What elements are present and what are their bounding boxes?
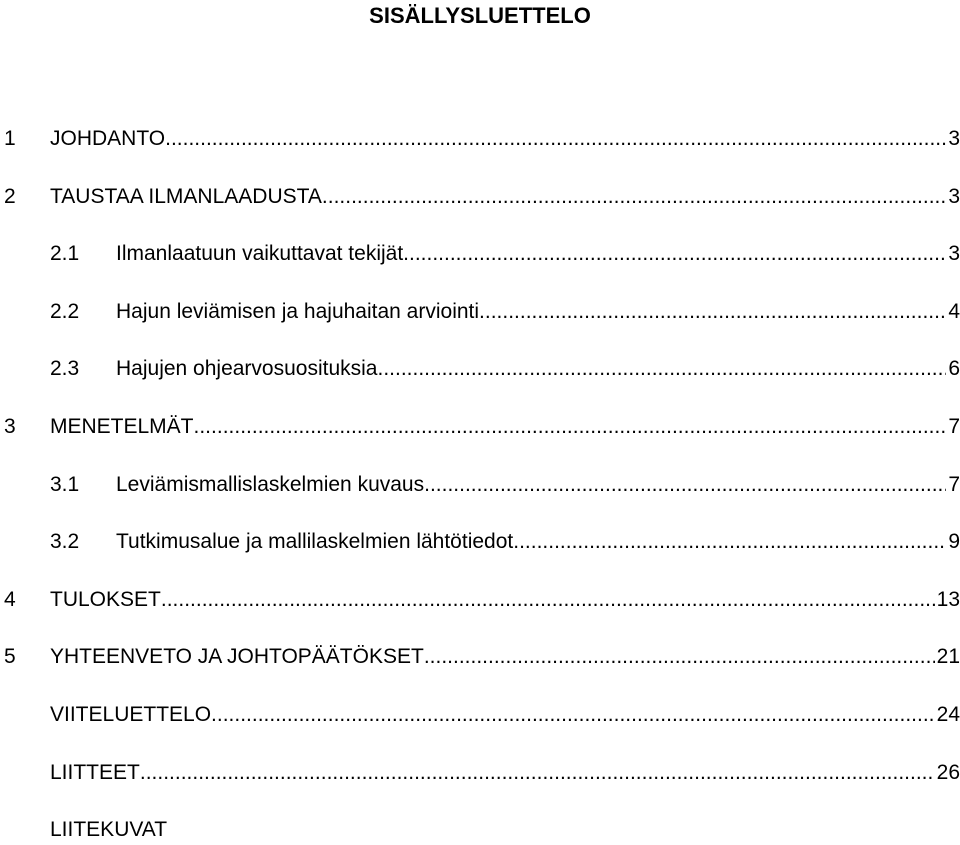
toc-entry-number: 4 (4, 588, 16, 611)
toc-entry-number: 3.2 (50, 530, 80, 553)
toc-entry-title: Hajun leviämisen ja hajuhaitan arviointi (116, 300, 480, 323)
toc-entry-number: 2 (4, 185, 16, 208)
toc-entry-body (50, 642, 960, 672)
toc-entry-title: YHTEENVETO JA JOHTOPÄÄTÖKSET (50, 645, 424, 668)
toc-entry-page-number: 7 (948, 415, 960, 438)
toc-entry[interactable] (0, 412, 960, 442)
dot-leader (165, 124, 946, 154)
toc-entry-body (116, 297, 960, 327)
dot-leader (424, 642, 935, 672)
toc-entry-body (116, 354, 960, 384)
toc-entry[interactable] (0, 182, 960, 212)
toc-entry-page-number: 3 (948, 185, 960, 208)
dot-leader (378, 354, 947, 384)
dot-leader (194, 412, 947, 442)
toc-entry-title: VIITELUETTELO (50, 703, 212, 726)
dot-leader (211, 700, 935, 730)
toc-entry[interactable] (0, 815, 960, 845)
toc-entry-body (50, 758, 960, 788)
toc-entry-body (50, 412, 960, 442)
toc-entry-body (116, 239, 960, 269)
toc-entry-title: TAUSTAA ILMANLAADUSTA (50, 185, 322, 208)
toc-entry[interactable] (0, 700, 960, 730)
toc-entry-number: 2.1 (50, 242, 80, 265)
dot-leader (479, 297, 946, 327)
toc-entry-title: Leviämismallislaskelmien kuvaus (116, 473, 425, 496)
toc-entry-title: LIITTEET (50, 761, 140, 784)
toc-entry[interactable] (0, 124, 960, 154)
toc-entry-body (50, 585, 960, 615)
toc-entry-page-number: 3 (948, 242, 960, 265)
toc-entry-body (50, 700, 960, 730)
toc-entry-page-number: 9 (948, 530, 960, 553)
dot-leader (322, 182, 946, 212)
toc-entry[interactable] (0, 470, 960, 500)
toc-entry-body (116, 470, 960, 500)
toc-entry-number: 2.2 (50, 300, 80, 323)
toc-entry[interactable] (0, 239, 960, 269)
toc-entry-number: 3 (4, 415, 16, 438)
toc-entry[interactable] (0, 585, 960, 615)
toc-entry-page-number: 7 (948, 473, 960, 496)
toc-entry-title: Tutkimusalue ja mallilaskelmien lähtötiedot (116, 530, 514, 553)
dot-leader (161, 585, 935, 615)
toc-entry-body (50, 815, 960, 845)
toc-entry-title: Ilmanlaatuun vaikuttavat tekijät (116, 242, 404, 265)
toc-entry[interactable] (0, 297, 960, 327)
dot-leader (424, 470, 946, 500)
toc-entry-number: 2.3 (50, 357, 80, 380)
dot-leader (140, 758, 935, 788)
dot-leader (513, 527, 946, 557)
toc-entry-body (50, 124, 960, 154)
toc-entry-page-number: 21 (936, 645, 960, 668)
dot-leader (403, 239, 946, 269)
toc-entry-title: LIITEKUVAT (50, 818, 168, 841)
toc-entry-number: 1 (4, 127, 16, 150)
toc-entry[interactable] (0, 758, 960, 788)
toc-entry-title: JOHDANTO (50, 127, 166, 150)
toc-entry-number: 3.1 (50, 473, 80, 496)
toc-entry[interactable] (0, 527, 960, 557)
toc-entry-body (50, 182, 960, 212)
toc-entry-page-number: 3 (948, 127, 960, 150)
page-title: SISÄLLYSLUETTELO (369, 3, 591, 28)
toc-entry-body (116, 527, 960, 557)
toc-entry[interactable] (0, 354, 960, 384)
toc-entry-page-number: 6 (948, 357, 960, 380)
toc-entry[interactable] (0, 642, 960, 672)
toc-entry-title: TULOKSET (50, 588, 161, 611)
toc-entry-page-number: 13 (936, 588, 960, 611)
toc-entry-page-number: 24 (936, 703, 960, 726)
toc-entry-page-number: 4 (948, 300, 960, 323)
toc-entry-title: MENETELMÄT (50, 415, 194, 438)
toc-entry-page-number: 26 (936, 761, 960, 784)
toc-entry-number: 5 (4, 645, 16, 668)
toc-entry-title: Hajujen ohjearvosuosituksia (116, 357, 378, 380)
